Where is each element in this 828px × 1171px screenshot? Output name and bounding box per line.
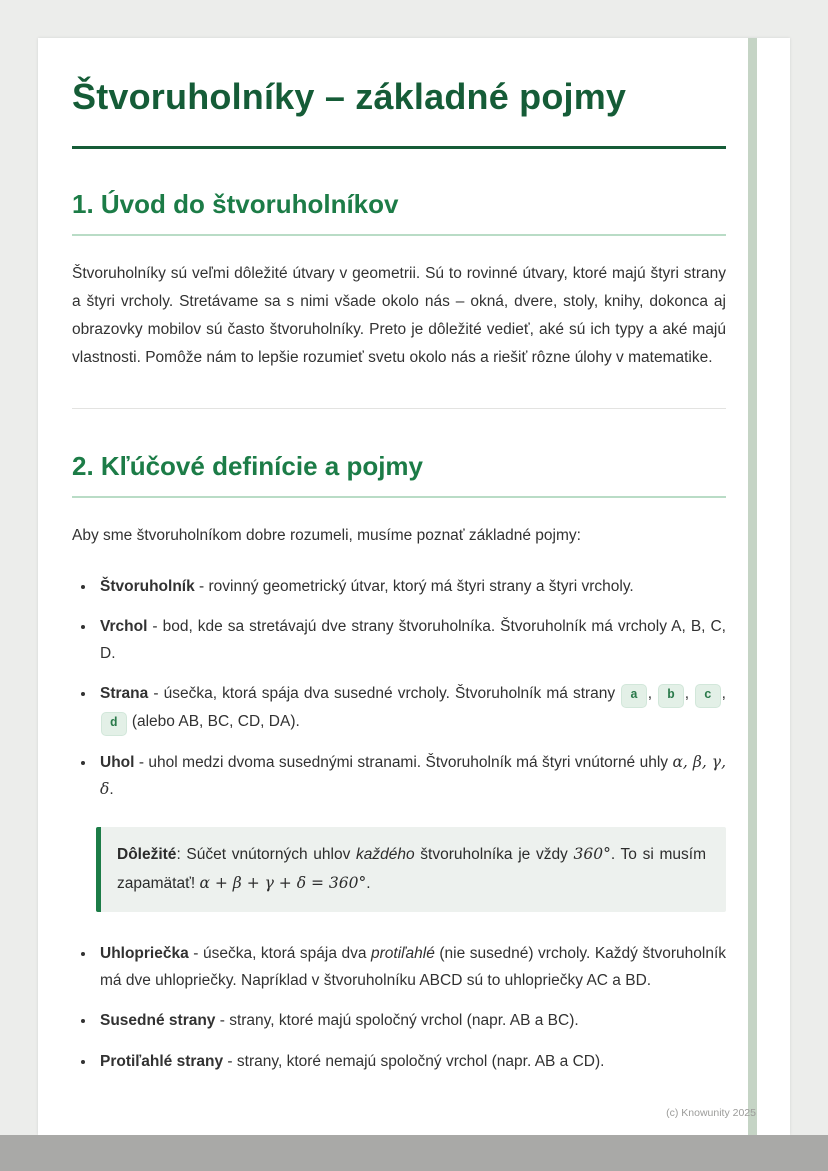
page-title: Štvoruholníky – základné pojmy <box>72 76 627 117</box>
definition-item-stvoruholnik: • Štvoruholník - rovinný geometrický útvar, ktorý má štyri strany a štyri vrcholy. <box>96 573 726 600</box>
section1-paragraph: Štvoruholníky sú veľmi dôležité útvary v geometrii. Sú to rovinné útvary, ktoré majú štyri strany a štyri vrcholy. Stretávame sa s nimi všade okolo nás – okná, dvere, stoly, knihy, dokonca aj obrazovky mobilov sú často štvoruholníky. Preto je dôležité vedieť, aké sú ich typy a aké majú vlastnosti. Pomôže nám to lepšie rozumieť svetu okolo nás a riešiť rôzne úlohy v matematike. <box>72 264 726 367</box>
definition-item-susedne-strany: • Susedné strany - strany, ktoré majú spoločný vrchol (napr. AB a BC). <box>96 1007 726 1034</box>
page-edge-strip <box>748 38 757 1135</box>
section-divider <box>72 408 726 409</box>
footer-copyright: (c) Knowunity 2025 <box>666 1107 756 1119</box>
definition-item-vrchol: • Vrchol - bod, kde sa stretávajú dve strany štvoruholníka. Štvoruholník má vrcholy A, B, C, D. <box>96 613 726 667</box>
definition-item-uhlopriecka: • Uhlopriečka - úsečka, ktorá spája dva protiľahlé (nie susedné) vrcholy. Každý štvoruholník má dve uhlopriečky. Napríklad v štvoruholníku ABCD sú to uhlopriečky AC a BD. <box>96 940 726 994</box>
important-callout <box>96 827 726 912</box>
definition-item-protilahle-strany: • Protiľahlé strany - strany, ktoré nemajú spoločný vrchol (napr. AB a CD). <box>96 1048 726 1075</box>
section2-heading: 2. Kľúčové definície a pojmy <box>72 451 726 498</box>
callout-text: Dôležité: Súčet vnútorných uhlov každého štvoruholníka je vždy 360°. To si musím zapamätať! α + β + γ + δ = 360°. <box>117 844 706 893</box>
definitions-list-continued <box>72 940 726 1075</box>
section2-intro: Aby sme štvoruholníkom dobre rozumeli, musíme poznať základné pojmy: <box>72 527 581 545</box>
definitions-list <box>72 573 726 803</box>
definition-item-strana: • Strana - úsečka, ktorá spája dva susedné vrcholy. Štvoruholník má strany a , b , c , d (alebo AB, BC, CD, DA). <box>96 680 726 736</box>
viewer-bottom-band <box>0 1135 828 1171</box>
definition-item-uhol: • Uhol - uhol medzi dvoma susednými stranami. Štvoruholník má štyri vnútorné uhly α, β, γ, δ. <box>96 749 726 803</box>
section1-heading: 1. Úvod do štvoruholníkov <box>72 189 726 236</box>
title-rule <box>72 146 726 149</box>
document-page <box>38 38 790 1135</box>
